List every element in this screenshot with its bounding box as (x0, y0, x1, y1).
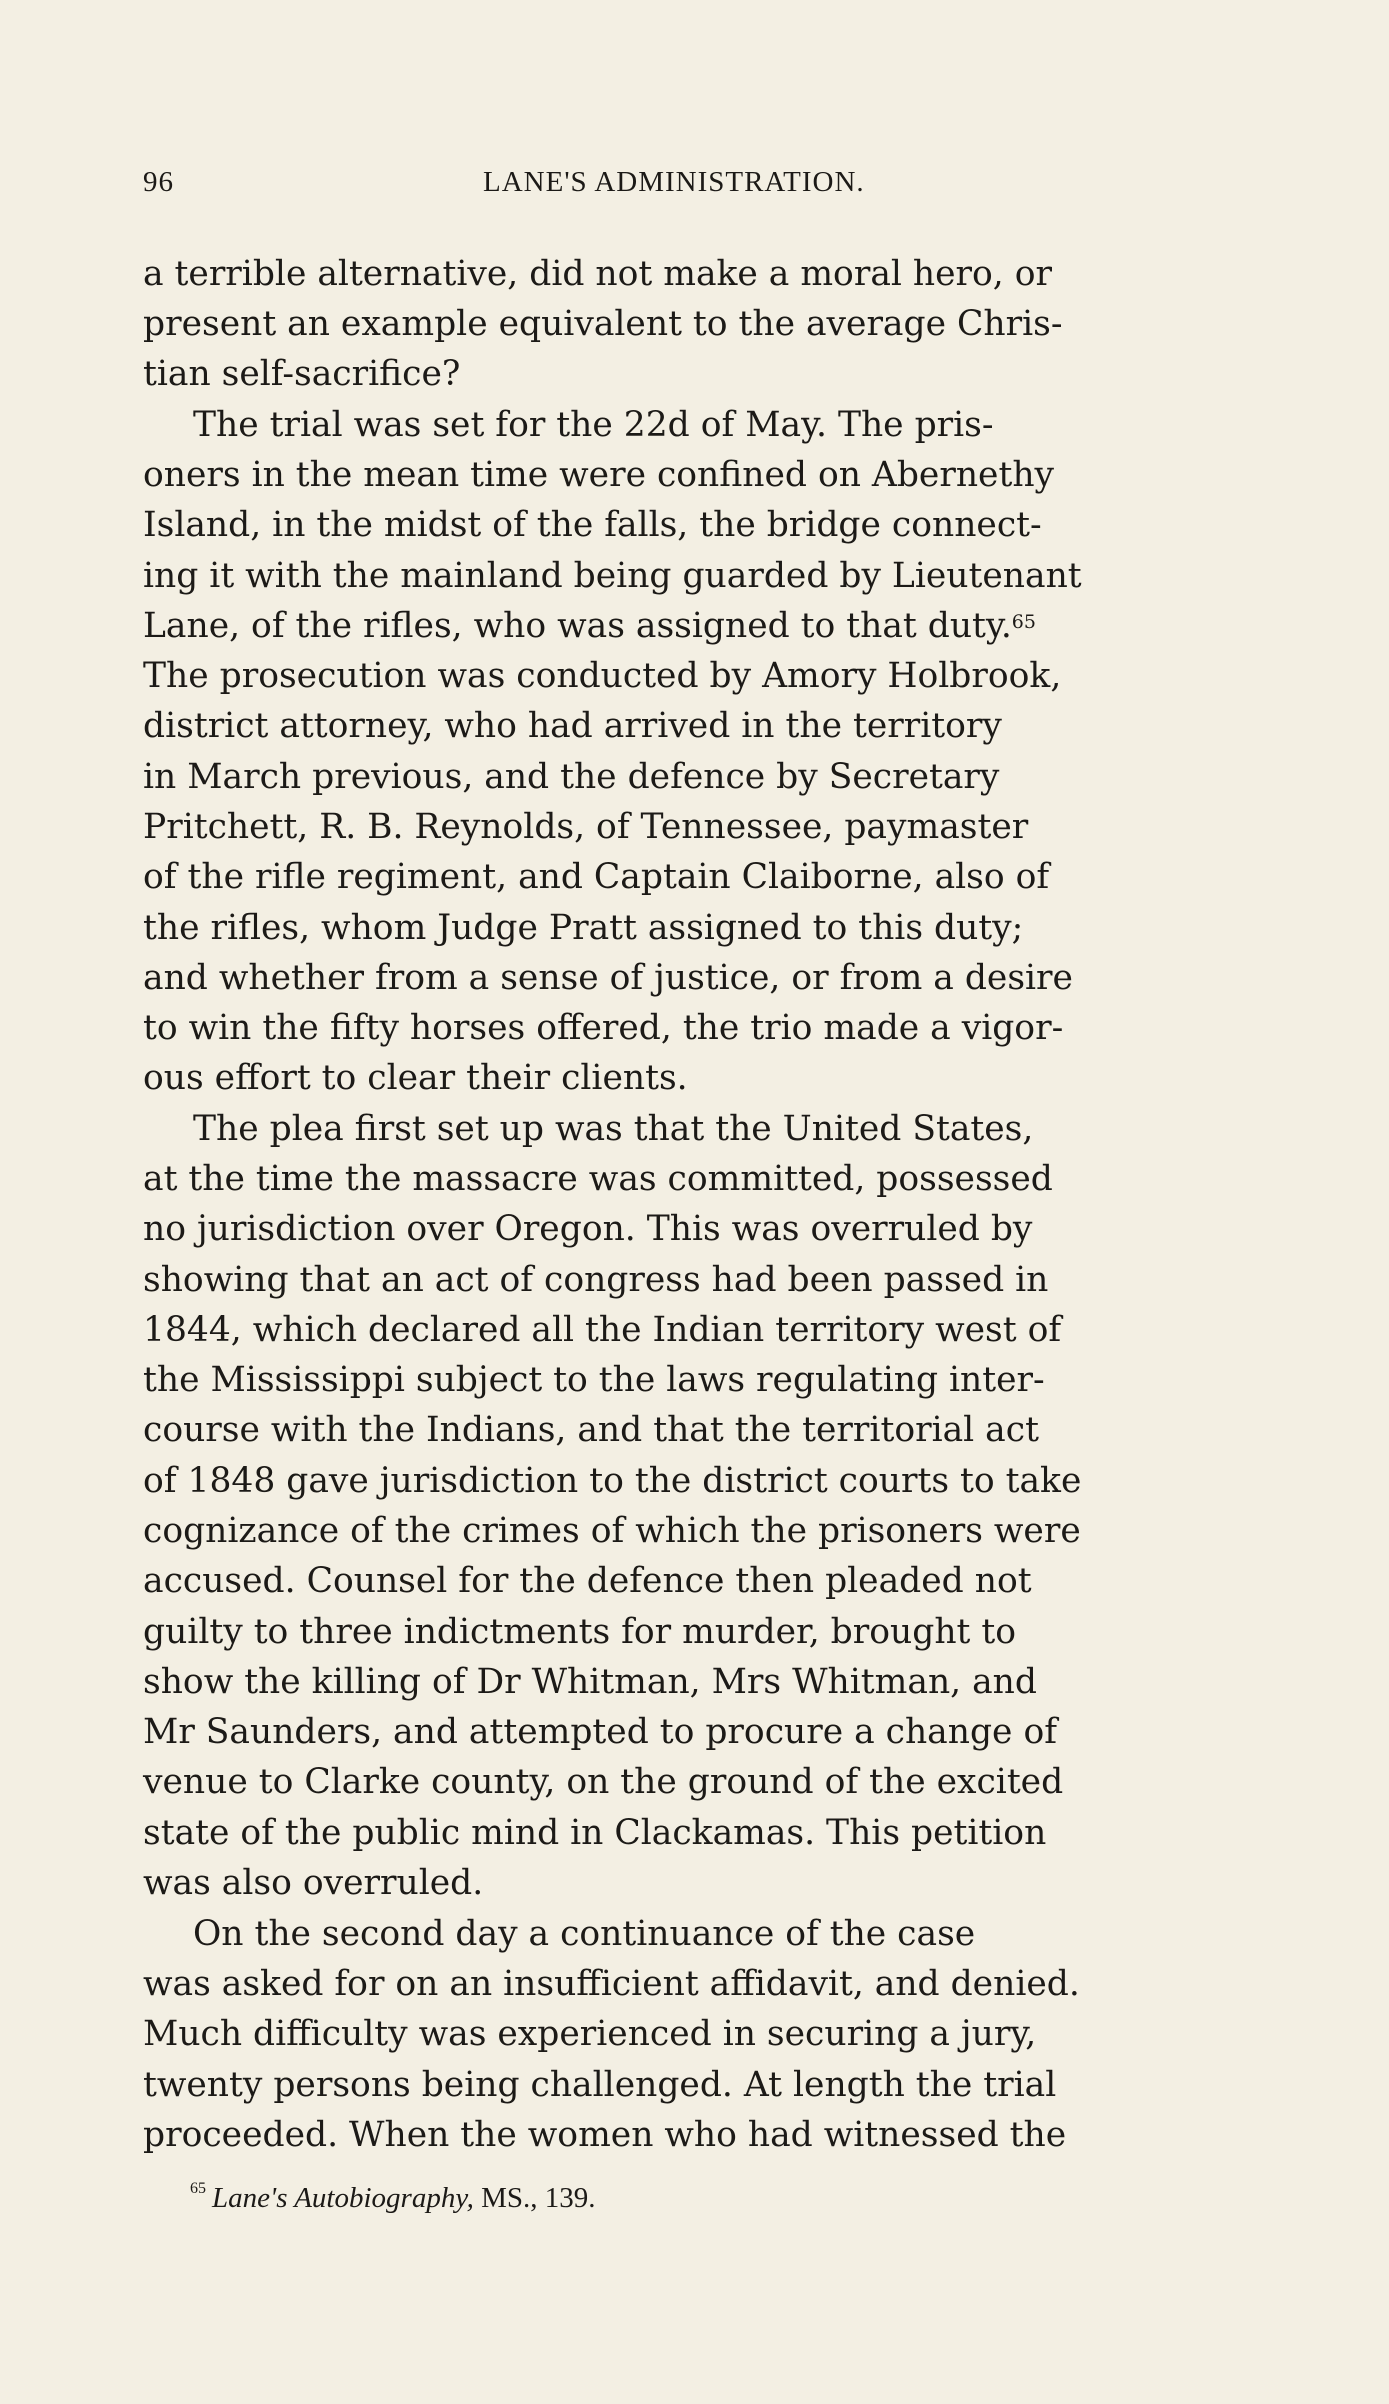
text-line: and whether from a sense of justice, or from a desire (143, 958, 1073, 998)
text-line: state of the public mind in Clackamas. This petition (143, 1813, 1047, 1853)
text-line: course with the Indians, and that the territorial act (143, 1410, 1039, 1450)
text-line: no jurisdiction over Oregon. This was overruled by (143, 1209, 1033, 1249)
text-line: present an example equivalent to the average Chris- (143, 304, 1063, 344)
text-line: guilty to three indictments for murder, brought to (143, 1612, 1017, 1652)
text-line: ing it with the mainland being guarded by Lieutenant (143, 556, 1082, 596)
text-line: Pritchett, R. B. Reynolds, of Tennessee, paymaster (143, 807, 1029, 847)
text-line: a terrible alternative, did not make a moral hero, or (143, 254, 1052, 294)
text-line: ous effort to clear their clients. (143, 1058, 688, 1098)
text-line: Island, in the midst of the falls, the bridge connect- (143, 505, 1042, 545)
text-line: The trial was set for the 22d of May. The pris- (193, 405, 994, 445)
text-line: the rifles, whom Judge Pratt assigned to this duty; (143, 908, 1024, 948)
line-text: Lane, of the rifles, who was assigned to that duty. (143, 606, 1012, 646)
text-line: 1844, which declared all the Indian territory west of (143, 1310, 1062, 1350)
footnote-marker: 65 (190, 2180, 206, 2197)
text-line: The plea first set up was that the United States, (193, 1109, 1034, 1149)
text-line: showing that an act of congress had been passed in (143, 1260, 1049, 1300)
text-line: accused. Counsel for the defence then pleaded not (143, 1561, 1032, 1601)
text-line: cognizance of the crimes of which the prisoners were (143, 1511, 1081, 1551)
footnote-citation: MS., 139. (473, 2182, 596, 2214)
text-line: On the second day a continuance of the case (193, 1914, 976, 1954)
text-line: tian self-sacrifice? (143, 354, 461, 394)
text-line: district attorney, who had arrived in the territory (143, 706, 1002, 746)
text-line: the Mississippi subject to the laws regulating inter- (143, 1360, 1045, 1400)
text-line: The prosecution was conducted by Amory Holbrook, (143, 656, 1062, 696)
footnote (190, 2182, 596, 2215)
page-number: 96 (143, 166, 174, 198)
text-line: of the rifle regiment, and Captain Claiborne, also of (143, 857, 1050, 897)
text-line: oners in the mean time were confined on Abernethy (143, 455, 1055, 495)
text-line: in March previous, and the defence by Secretary (143, 757, 1000, 797)
text-line: Much difficulty was experienced in securing a jury, (143, 2014, 1037, 2054)
running-head: LANE'S ADMINISTRATION. (483, 166, 865, 198)
text-line: at the time the massacre was committed, possessed (143, 1159, 1053, 1199)
page-header (143, 166, 1283, 206)
text-line: was asked for on an insufficient affidavit, and denied. (143, 1964, 1080, 2004)
text-line: was also overruled. (143, 1863, 484, 1903)
text-line: show the killing of Dr Whitman, Mrs Whitman, and (143, 1662, 1037, 1702)
footnote-reference: 65 (1011, 611, 1036, 633)
text-line (143, 606, 1036, 650)
text-line: to win the fifty horses offered, the trio made a vigor- (143, 1008, 1064, 1048)
text-line: Mr Saunders, and attempted to procure a change of (143, 1712, 1057, 1752)
text-line: venue to Clarke county, on the ground of the excited (143, 1762, 1064, 1802)
text-line: of 1848 gave jurisdiction to the district courts to take (143, 1461, 1082, 1501)
text-line: proceeded. When the women who had witnessed the (143, 2115, 1067, 2155)
footnote-title: Lane's Autobiography, (212, 2182, 474, 2214)
text-line: twenty persons being challenged. At length the trial (143, 2065, 1057, 2105)
